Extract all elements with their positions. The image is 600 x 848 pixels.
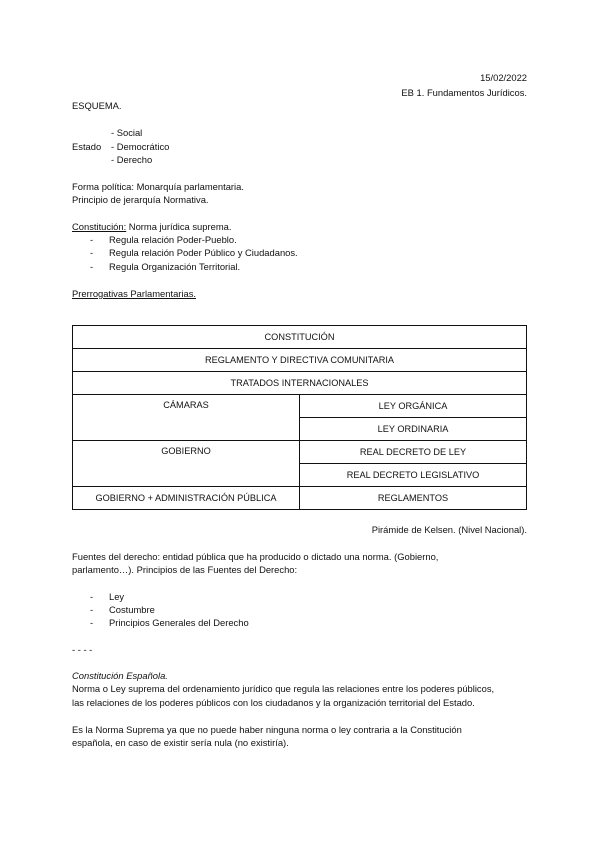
- table-row: [73, 349, 527, 372]
- fuentes-bullet-ley: Ley: [109, 591, 125, 602]
- bullet-dash: -: [90, 234, 94, 245]
- kelsen-pyramid-table: [72, 325, 527, 510]
- forma-politica: Forma política: Monarquía parlamentaria.: [72, 181, 244, 192]
- cell-ley-ordinaria: LEY ORDINARIA: [300, 418, 527, 441]
- estado-item-derecho: - Derecho: [111, 154, 153, 165]
- estado-item-democratico: - Democrático: [111, 141, 170, 152]
- table-row: [73, 372, 527, 395]
- cell-reglamentos: REGLAMENTOS: [300, 487, 527, 510]
- document-date: 15/02/2022: [480, 72, 527, 83]
- cell-gobierno: GOBIERNO: [73, 441, 300, 487]
- principio-jerarquia: Principio de jerarquía Normativa.: [72, 194, 209, 205]
- table-row: [73, 487, 527, 510]
- table-row: [73, 326, 527, 349]
- cell-reglamento-directiva: REGLAMENTO Y DIRECTIVA COMUNITARIA: [73, 349, 527, 372]
- section-separator: - - - -: [72, 644, 93, 655]
- ce-heading: Constitución Española.: [72, 670, 168, 681]
- cell-camaras: CÁMARAS: [73, 395, 300, 441]
- constitucion-label: Constitución:: [72, 221, 127, 232]
- constitucion-bullet-2: Regula relación Poder Público y Ciudadanos.: [109, 247, 298, 258]
- constitucion-definition: [72, 221, 231, 232]
- bullet-dash: -: [90, 617, 94, 628]
- estado-label: Estado: [72, 141, 102, 152]
- fuentes-line-1: Fuentes del derecho: entidad pública que ha producido o dictado una norma. (Gobierno,: [72, 551, 439, 562]
- ce-paragraph-1-line-1: Norma o Ley suprema del ordenamiento jurídico que regula las relaciones entre los poderes públicos,: [72, 683, 495, 694]
- bullet-dash: -: [90, 247, 94, 258]
- constitucion-bullet-3: Regula Organización Territorial.: [109, 261, 241, 272]
- fuentes-bullet-principios: Principios Generales del Derecho: [109, 617, 249, 628]
- table-row: [73, 441, 527, 464]
- cell-real-decreto-ley: REAL DECRETO DE LEY: [300, 441, 527, 464]
- cell-real-decreto-legislativo: REAL DECRETO LEGISLATIVO: [300, 464, 527, 487]
- fuentes-bullet-costumbre: Costumbre: [109, 604, 155, 615]
- pyramid-caption: Pirámide de Kelsen. (Nivel Nacional).: [371, 524, 527, 535]
- ce-paragraph-2-line-1: Es la Norma Suprema ya que no puede haber ninguna norma o ley contraria a la Constitución: [72, 724, 462, 735]
- ce-paragraph-2-line-2: española, en caso de existir sería nula (no existiría).: [72, 737, 289, 748]
- bullet-dash: -: [90, 591, 94, 602]
- ce-paragraph-1-line-2: las relaciones de los poderes públicos con los ciudadanos y la organización territorial del Estado.: [72, 697, 475, 708]
- cell-ley-organica: LEY ORGÁNICA: [300, 395, 527, 418]
- prerrogativas-heading: Prerrogativas Parlamentarias.: [72, 288, 197, 299]
- table-row: [73, 395, 527, 418]
- constitucion-text: Norma jurídica suprema.: [126, 221, 232, 232]
- cell-constitucion: CONSTITUCIÓN: [73, 326, 527, 349]
- cell-tratados: TRATADOS INTERNACIONALES: [73, 372, 527, 395]
- course-title: EB 1. Fundamentos Jurídicos.: [401, 87, 527, 98]
- fuentes-line-2: parlamento…). Principios de las Fuentes del Derecho:: [72, 564, 298, 575]
- esquema-heading: ESQUEMA.: [72, 100, 122, 111]
- bullet-dash: -: [90, 604, 94, 615]
- estado-item-social: - Social: [111, 127, 143, 138]
- cell-gobierno-administracion: GOBIERNO + ADMINISTRACIÓN PÚBLICA: [73, 487, 300, 510]
- bullet-dash: -: [90, 261, 94, 272]
- constitucion-bullet-1: Regula relación Poder-Pueblo.: [109, 234, 237, 245]
